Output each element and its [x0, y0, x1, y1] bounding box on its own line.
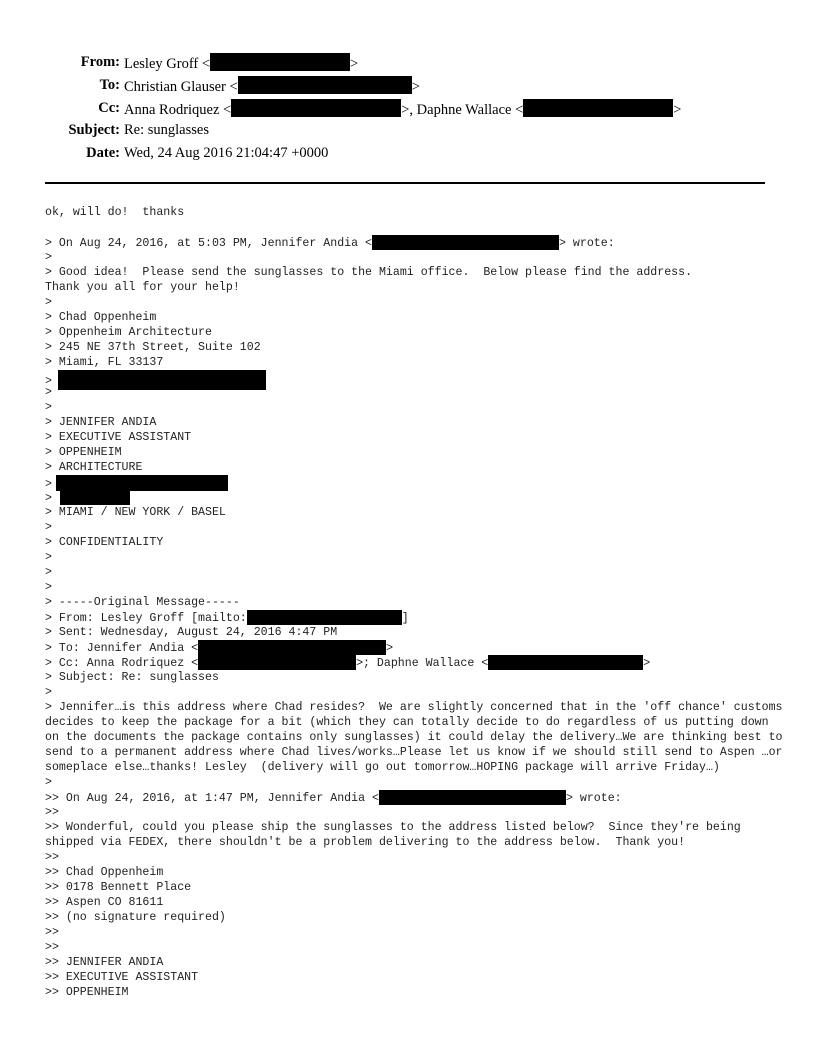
redaction-box — [231, 99, 401, 117]
header-divider — [45, 182, 765, 184]
subject-value: Re: sunglasses — [124, 122, 209, 138]
body-line: > — [45, 566, 52, 579]
body-line: > Subject: Re: sunglasses — [45, 671, 219, 684]
cc-line-start: > Cc: Anna Rodriquez < — [45, 657, 199, 670]
cc-line-mid: >; Daphne Wallace < — [356, 657, 489, 670]
body-line: Thank you all for your help! — [45, 281, 240, 294]
to-value — [124, 76, 420, 96]
to-name: Christian Glauser < — [124, 79, 238, 95]
body-line: >> — [45, 806, 59, 819]
body-line: > — [45, 521, 52, 534]
redaction-box — [238, 76, 412, 94]
body-line: > 245 NE 37th Street, Suite 102 — [45, 341, 261, 354]
body-paragraph: >> Wonderful, could you please ship the sunglasses to the address listed below? Since they're being shipped via FEDEX, there shouldn't be a problem delivering to the address below. Thank you! — [45, 821, 748, 849]
cc-value — [124, 99, 681, 119]
body-line: > — [45, 296, 52, 309]
from-close: > — [350, 56, 359, 72]
redaction-box — [198, 640, 386, 655]
blank-line — [45, 220, 785, 235]
body-line: > — [45, 686, 52, 699]
redaction-box — [372, 235, 559, 250]
body-line: >> JENNIFER ANDIA — [45, 956, 164, 969]
body-line: > -----Original Message----- — [45, 596, 240, 609]
body-line: > EXECUTIVE ASSISTANT — [45, 431, 192, 444]
redacted-line — [45, 475, 785, 490]
quote-header-start: >> On Aug 24, 2016, at 1:47 PM, Jennifer Andia < — [45, 792, 379, 805]
body-line: >> — [45, 941, 59, 954]
message-body — [45, 205, 790, 1000]
quote-header — [45, 790, 785, 805]
body-line: >> EXECUTIVE ASSISTANT — [45, 971, 199, 984]
body-line: ok, will do! thanks — [45, 206, 185, 219]
body-line: > OPPENHEIM — [45, 446, 122, 459]
body-line: >> (no signature required) — [45, 911, 226, 924]
body-line: > — [45, 386, 52, 399]
date-value: Wed, 24 Aug 2016 21:04:47 +0000 — [124, 145, 329, 161]
body-line: > JENNIFER ANDIA — [45, 416, 157, 429]
body-line: > — [45, 776, 52, 789]
body-line: > Chad Oppenheim — [45, 311, 157, 324]
body-line: > — [45, 551, 52, 564]
cc-label: Cc: — [98, 100, 120, 116]
to-label: To: — [99, 77, 120, 93]
to-line — [45, 640, 785, 655]
body-line: > Sent: Wednesday, August 24, 2016 4:47 PM — [45, 626, 338, 639]
redacted-line — [45, 370, 785, 388]
quote-header — [45, 235, 785, 250]
from-label: From: — [80, 54, 120, 70]
from-value — [124, 53, 358, 73]
body-line: > — [45, 251, 52, 264]
quote-marker: > — [45, 375, 52, 388]
quote-header-start: > On Aug 24, 2016, at 5:03 PM, Jennifer Andia < — [45, 237, 372, 250]
from-line-start: > From: Lesley Groff [mailto: — [45, 612, 247, 625]
body-line: > — [45, 581, 52, 594]
body-line: > Miami, FL 33137 — [45, 356, 164, 369]
from-line — [45, 610, 785, 625]
body-paragraph: > Jennifer…is this address where Chad resides? We are slightly concerned that in the 'off chance' customs decides to keep the package for a bit (which they can totally decide to do regardless of us putting down on the documents the package contains only sunglasses) it could delay the delivery…We are thinking best to send to a permanent address where Chad lives/works…Please let us know if we should still send to Aspen …or someplace else…thanks! Lesley (delivery will go out tomorrow…HOPING package will arrive Friday…) — [45, 701, 790, 774]
cc-line-end: > — [643, 657, 651, 670]
redaction-box — [198, 655, 356, 670]
cc-close: > — [673, 102, 682, 118]
body-line: >> Aspen CO 81611 — [45, 896, 164, 909]
quote-header-end: > wrote: — [559, 237, 615, 250]
body-line: > MIAMI / NEW YORK / BASEL — [45, 506, 226, 519]
body-line: > Good idea! Please send the sunglasses to the Miami office. Below please find the address. — [45, 266, 693, 279]
body-line: >> OPPENHEIM — [45, 986, 129, 999]
body-line: >> Chad Oppenheim — [45, 866, 164, 879]
quote-header-end: > wrote: — [565, 792, 622, 805]
to-line-end: > — [386, 642, 394, 655]
redaction-box — [56, 475, 228, 491]
from-name: Lesley Groff < — [124, 56, 211, 72]
cc-name1: Anna Rodriquez < — [124, 102, 232, 118]
redaction-box — [247, 610, 402, 625]
subject-label: Subject: — [68, 122, 120, 138]
to-line-start: > To: Jennifer Andia < — [45, 642, 199, 655]
redaction-box — [379, 790, 566, 805]
redacted-line — [45, 490, 785, 505]
body-line: > — [45, 401, 52, 414]
to-close: > — [411, 79, 420, 95]
date-label: Date: — [86, 145, 120, 161]
redaction-box — [210, 53, 350, 71]
body-line: >> — [45, 926, 59, 939]
cc-name2: >, Daphne Wallace < — [401, 102, 524, 118]
redaction-box — [488, 655, 643, 670]
redaction-box — [60, 490, 130, 505]
body-line: > CONFIDENTIALITY — [45, 536, 164, 549]
quote-marker: > — [45, 478, 52, 491]
body-line: >> 0178 Bennett Place — [45, 881, 192, 894]
from-line-end: ] — [401, 612, 409, 625]
body-line: > Oppenheim Architecture — [45, 326, 212, 339]
body-line: > ARCHITECTURE — [45, 461, 143, 474]
redaction-box — [523, 99, 673, 117]
cc-line — [45, 655, 785, 670]
quote-marker: > — [45, 492, 52, 505]
body-line: >> — [45, 851, 59, 864]
